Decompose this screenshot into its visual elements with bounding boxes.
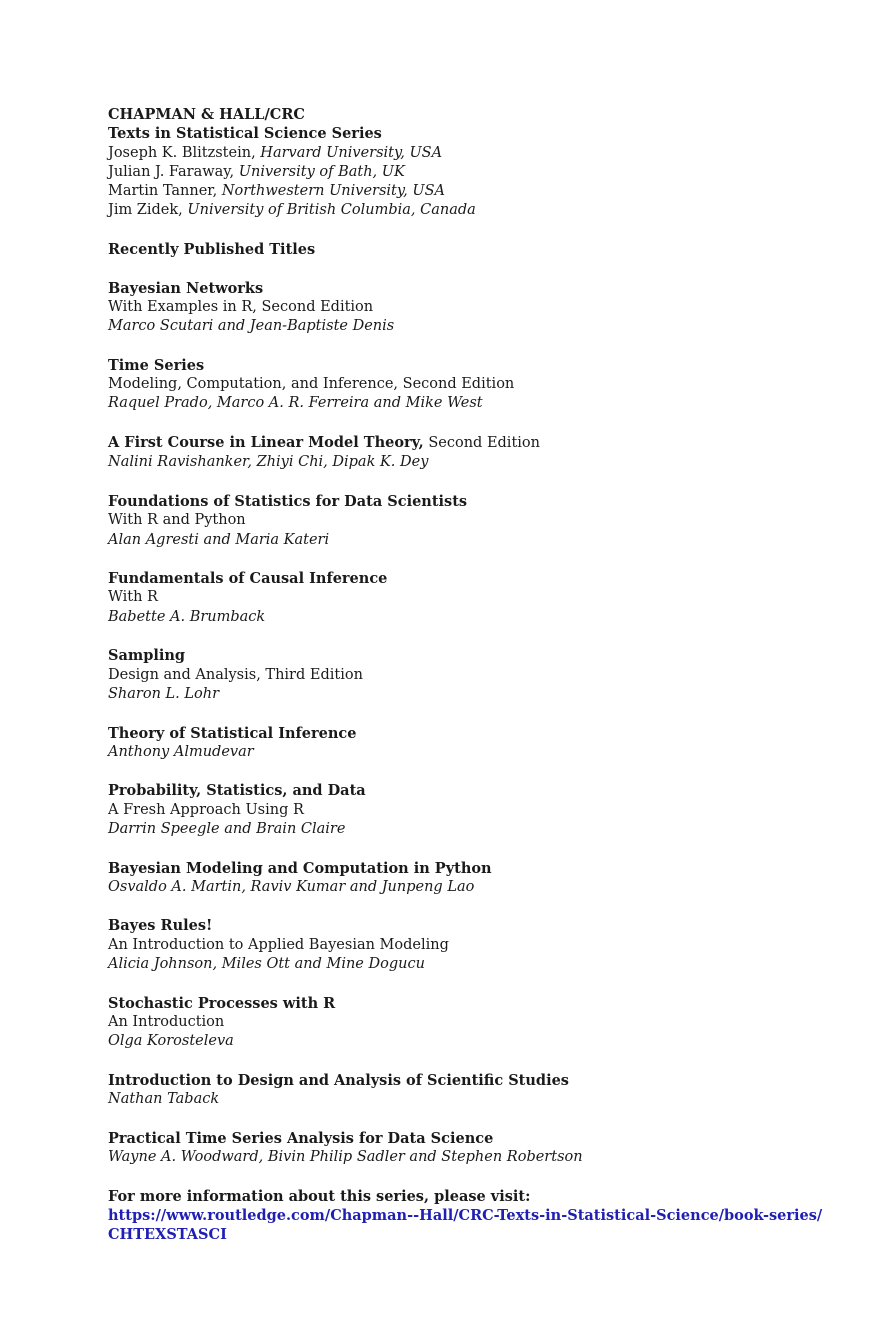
book-authors: Marco Scutari and Jean-Baptiste Denis <box>108 318 395 335</box>
series-name: Texts in Statistical Science Series <box>108 125 382 143</box>
editor-name: Julian J. Faraway, <box>108 163 239 180</box>
book-title: Bayesian Modeling and Computation in Python <box>108 859 492 877</box>
book-authors: Alan Agresti and Maria Kateri <box>108 531 330 548</box>
book-title: Introduction to Design and Analysis of Scientific Studies <box>108 1071 569 1089</box>
book-title: Practical Time Series Analysis for Data Science <box>108 1129 494 1147</box>
book-title: Bayes Rules! <box>108 917 213 935</box>
book-entry <box>108 781 808 839</box>
book-entry <box>108 724 808 763</box>
book-title: Fundamentals of Causal Inference <box>108 570 388 588</box>
book-entry <box>108 859 808 898</box>
book-authors: Alicia Johnson, Miles Ott and Mine Dogucu <box>108 956 425 973</box>
book-authors: Nathan Taback <box>108 1091 220 1108</box>
book-authors: Babette A. Brumback <box>108 608 266 625</box>
editor-name: Joseph K. Blitzstein, <box>108 144 261 161</box>
editor-name: Martin Tanner, <box>108 183 222 200</box>
book-authors: Osvaldo A. Martin, Raviv Kumar and Junpeng Lao <box>108 878 475 895</box>
book-authors: Raquel Prado, Marco A. R. Ferreira and Mike West <box>108 395 483 412</box>
book-entry <box>108 492 808 550</box>
book-subtitle: Design and Analysis, Third Edition <box>108 666 363 683</box>
series-url-link[interactable] <box>108 1206 823 1245</box>
book-entry <box>108 1129 808 1168</box>
book-title: A First Course in Linear Model Theory, <box>108 434 424 452</box>
book-entry <box>108 279 808 337</box>
book-title-line <box>108 433 808 453</box>
book-subtitle: Modeling, Computation, and Inference, Second Edition <box>108 376 515 393</box>
series-url-line2[interactable]: CHTEXSTASCI <box>108 1226 227 1244</box>
book-edition: Second Edition <box>423 435 540 452</box>
book-authors: Olga Korosteleva <box>108 1033 234 1050</box>
book-entry <box>108 646 808 704</box>
book-subtitle: An Introduction <box>108 1013 225 1030</box>
book-entry <box>108 916 808 974</box>
book-title: Sampling <box>108 647 186 665</box>
section-title: Recently Published Titles <box>108 241 316 259</box>
book-authors: Wayne A. Woodward, Bivin Philip Sadler and Stephen Robertson <box>108 1149 583 1166</box>
book-subtitle: With R and Python <box>108 512 246 529</box>
series-url-line1[interactable]: https://www.routledge.com/Chapman--Hall/CRC-Texts-in-Statistical-Science/book-series/ <box>108 1206 823 1224</box>
book-title: Bayesian Networks <box>108 279 264 297</box>
book-entry <box>108 994 808 1052</box>
book-entry <box>108 569 808 627</box>
series-page <box>108 105 823 1245</box>
editor-affiliation: Northwestern University, USA <box>221 183 445 200</box>
book-title: Probability, Statistics, and Data <box>108 782 366 800</box>
book-entry <box>108 1071 808 1110</box>
book-title: Theory of Statistical Inference <box>108 724 357 742</box>
editor-line <box>108 201 808 220</box>
book-authors: Darrin Speegle and Brain Claire <box>108 820 346 837</box>
book-subtitle: With Examples in R, Second Edition <box>108 298 374 315</box>
book-subtitle: A Fresh Approach Using R <box>108 801 304 818</box>
editor-affiliation: University of Bath, UK <box>238 163 405 180</box>
editor-affiliation: Harvard University, USA <box>260 144 443 161</box>
book-title: Time Series <box>108 356 205 374</box>
editor-line <box>108 144 808 163</box>
book-entry <box>108 356 808 414</box>
editor-line <box>108 182 808 201</box>
editor-affiliation: University of British Columbia, Canada <box>187 202 476 219</box>
book-title: Foundations of Statistics for Data Scientists <box>108 492 468 510</box>
book-title: Stochastic Processes with R <box>108 994 336 1012</box>
book-authors: Nalini Ravishanker, Zhiyi Chi, Dipak K. Dey <box>108 454 429 471</box>
editor-name: Jim Zidek, <box>108 202 188 219</box>
book-authors: Anthony Almudevar <box>108 743 254 760</box>
more-info-label: For more information about this series, please visit: <box>108 1187 531 1205</box>
publisher-name: CHAPMAN & HALL/CRC <box>108 106 305 123</box>
editor-line <box>108 163 808 182</box>
book-entry <box>108 433 808 473</box>
book-subtitle: With R <box>108 589 158 606</box>
book-authors: Sharon L. Lohr <box>108 685 220 702</box>
book-subtitle: An Introduction to Applied Bayesian Modeling <box>108 936 449 953</box>
